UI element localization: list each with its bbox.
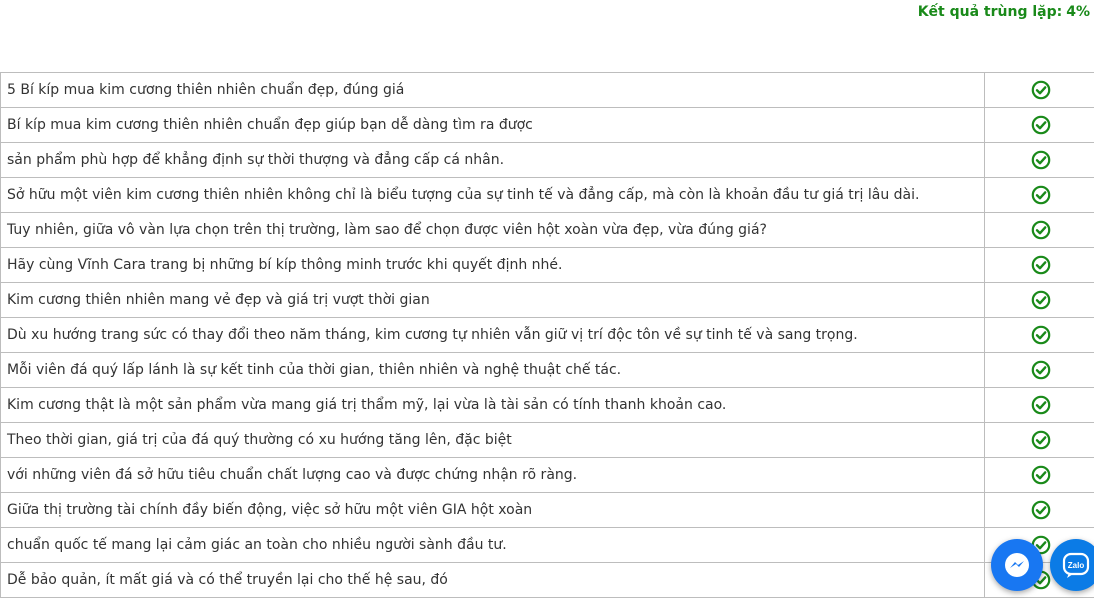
plagiarism-result (918, 4, 1090, 20)
table-row (1, 458, 1094, 493)
status-cell (985, 423, 1094, 458)
status-cell (985, 318, 1094, 353)
check-circle-icon (1031, 500, 1051, 520)
result-label: Kết quả trùng lặp: (917, 4, 1063, 20)
sentence-cell: sản phẩm phù hợp để khẳng định sự thời thượng và đẳng cấp cá nhân. (1, 143, 985, 178)
table-row (1, 178, 1094, 213)
check-circle-icon (1031, 465, 1051, 485)
status-cell (985, 178, 1094, 213)
check-circle-icon (1031, 290, 1051, 310)
sentence-cell: Giữa thị trường tài chính đầy biến động, việc sở hữu một viên GIA hột xoàn (1, 493, 985, 528)
table-row (1, 73, 1094, 108)
sentence-cell: Hãy cùng Vĩnh Cara trang bị những bí kíp thông minh trước khi quyết định nhé. (1, 248, 985, 283)
table-row (1, 143, 1094, 178)
zalo-icon (1060, 549, 1092, 581)
sentence-cell: Kim cương thật là một sản phẩm vừa mang giá trị thẩm mỹ, lại vừa là tài sản có tính thanh khoản cao. (1, 388, 985, 423)
sentence-cell: Mỗi viên đá quý lấp lánh là sự kết tinh của thời gian, thiên nhiên và nghệ thuật chế tác. (1, 353, 985, 388)
table-row (1, 388, 1094, 423)
table-row (1, 353, 1094, 388)
check-circle-icon (1031, 255, 1051, 275)
table-row (1, 423, 1094, 458)
result-value: 4% (1066, 4, 1090, 20)
status-cell (985, 493, 1094, 528)
table-row (1, 493, 1094, 528)
check-circle-icon (1031, 150, 1051, 170)
results-table (0, 72, 1094, 598)
sentence-cell: Theo thời gian, giá trị của đá quý thường có xu hướng tăng lên, đặc biệt (1, 423, 985, 458)
check-circle-icon (1031, 325, 1051, 345)
table-row (1, 283, 1094, 318)
check-circle-icon (1031, 185, 1051, 205)
status-cell (985, 388, 1094, 423)
table-row (1, 318, 1094, 353)
status-cell (985, 73, 1094, 108)
sentence-cell: Bí kíp mua kim cương thiên nhiên chuẩn đẹp giúp bạn dễ dàng tìm ra được (1, 108, 985, 143)
status-cell (985, 283, 1094, 318)
status-cell (985, 353, 1094, 388)
status-cell (985, 248, 1094, 283)
check-circle-icon (1031, 115, 1051, 135)
sentence-cell: Kim cương thiên nhiên mang vẻ đẹp và giá trị vượt thời gian (1, 283, 985, 318)
status-cell (985, 143, 1094, 178)
table-row (1, 108, 1094, 143)
check-circle-icon (1031, 80, 1051, 100)
status-cell (985, 458, 1094, 493)
table-row (1, 248, 1094, 283)
table-row (1, 213, 1094, 248)
sentence-cell: Sở hữu một viên kim cương thiên nhiên không chỉ là biểu tượng của sự tinh tế và đẳng cấp, mà còn là khoản đầu tư giá trị lâu dài. (1, 178, 985, 213)
sentence-cell: chuẩn quốc tế mang lại cảm giác an toàn cho nhiều người sành đầu tư. (1, 528, 985, 563)
zalo-label: Zalo (1067, 561, 1085, 570)
results-table-body (1, 73, 1094, 598)
sentence-cell: Dễ bảo quản, ít mất giá và có thể truyền lại cho thế hệ sau, đó (1, 563, 985, 598)
check-circle-icon (1031, 220, 1051, 240)
status-cell (985, 108, 1094, 143)
check-circle-icon (1031, 360, 1051, 380)
messenger-icon (1002, 550, 1032, 580)
status-cell (985, 213, 1094, 248)
results-table-container (0, 72, 1091, 598)
sentence-cell: 5 Bí kíp mua kim cương thiên nhiên chuẩn đẹp, đúng giá (1, 73, 985, 108)
table-row (1, 528, 1094, 563)
zalo-button[interactable] (1050, 539, 1094, 591)
table-row (1, 563, 1094, 598)
sentence-cell: Dù xu hướng trang sức có thay đổi theo năm tháng, kim cương tự nhiên vẫn giữ vị trí độc tôn về sự tinh tế và sang trọng. (1, 318, 985, 353)
sentence-cell: Tuy nhiên, giữa vô vàn lựa chọn trên thị trường, làm sao để chọn được viên hột xoàn vừa đẹp, vừa đúng giá? (1, 213, 985, 248)
sentence-cell: với những viên đá sở hữu tiêu chuẩn chất lượng cao và được chứng nhận rõ ràng. (1, 458, 985, 493)
check-circle-icon (1031, 430, 1051, 450)
messenger-button[interactable] (991, 539, 1043, 591)
check-circle-icon (1031, 395, 1051, 415)
